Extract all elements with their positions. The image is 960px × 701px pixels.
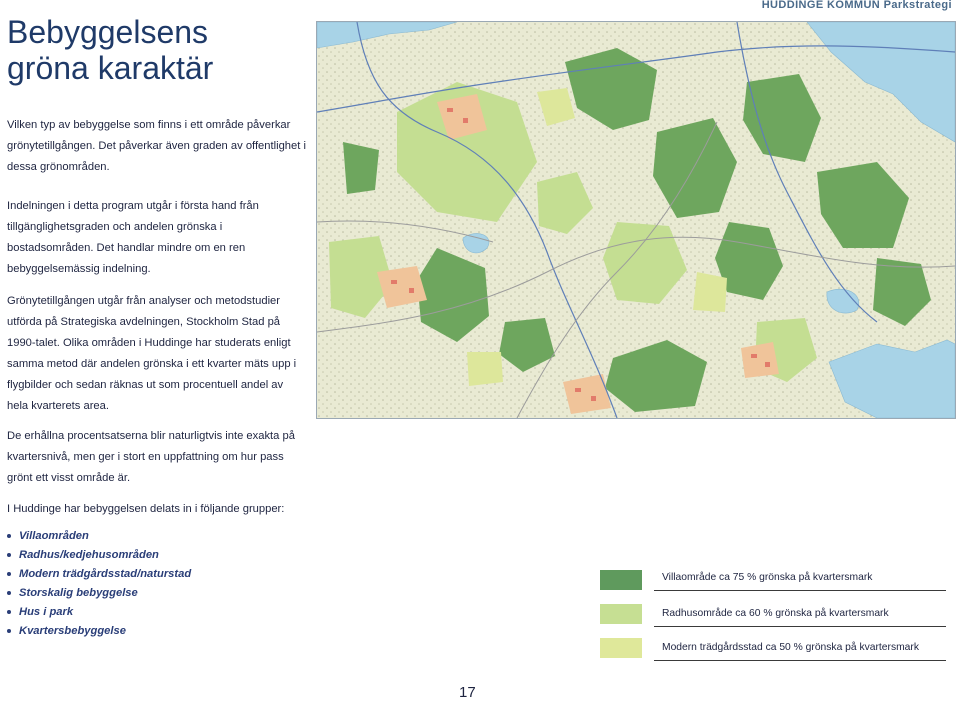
list-item (7, 603, 191, 622)
bullet-icon (7, 610, 11, 614)
list-item (7, 527, 191, 546)
title-line-2: gröna karaktär (7, 50, 214, 86)
legend-divider (654, 626, 946, 627)
paragraph-intro: Vilken typ av bebyggelse som finns i ett område påverkar grönytetillgången. Det påverkar även graden av offentlighet i dessa grönområden. (7, 119, 306, 173)
bullet-icon (7, 591, 11, 595)
group-list (7, 527, 191, 641)
bullet-icon (7, 629, 11, 633)
list-item-label: Radhus/kedjehusområden (19, 549, 159, 561)
list-item (7, 565, 191, 584)
list-item-label: Kvartersbebyggelse (19, 625, 126, 637)
legend-swatch-rowhouse (600, 604, 642, 624)
list-item (7, 622, 191, 641)
title-line-1: Bebyggelsens (7, 14, 209, 50)
paragraph-method: Grönytetillgången utgår från analyser och metodstudier utförda på Strategiska avdelningen, Stockholm Stad på 1990-talet. Olika områden i Huddinge har studerats enligt samma metod där andelen grönska i ett kvarter mäts upp i flygbilder och sedan räknas ut som procentuell andel av hela kvarterets area. (7, 295, 297, 412)
page-number: 17 (459, 684, 476, 701)
legend-swatch-gardencity (600, 638, 642, 658)
bullet-icon (7, 572, 11, 576)
list-item-label: Villaområden (19, 530, 89, 542)
green-character-map (316, 21, 956, 419)
bullet-icon (7, 553, 11, 557)
list-item (7, 546, 191, 565)
page-title (7, 14, 307, 86)
legend-divider (654, 660, 946, 661)
bullet-icon (7, 534, 11, 538)
legend-label-villa: Villaområde ca 75 % grönska på kvartersmark (662, 572, 873, 583)
legend-label-gardencity: Modern trädgårdsstad ca 50 % grönska på kvartersmark (662, 642, 919, 653)
legend-divider (654, 590, 946, 591)
header-brand: HUDDINGE KOMMUN Parkstrategi (761, 0, 952, 11)
legend-swatch-villa (600, 570, 642, 590)
list-item-label: Storskalig bebyggelse (19, 587, 138, 599)
list-item (7, 584, 191, 603)
list-item-label: Modern trädgårdsstad/naturstad (19, 568, 192, 580)
paragraph-percentages: De erhållna procentsatserna blir naturligtvis inte exakta på kvartersnivå, men ger i stort en uppfattning om hur pass grönt ett visst område är. (7, 430, 295, 484)
legend-label-rowhouse: Radhusområde ca 60 % grönska på kvartersmark (662, 608, 889, 619)
paragraph-groups-intro: I Huddinge har bebyggelsen delats in i följande grupper: (7, 503, 285, 515)
list-item-label: Hus i park (19, 606, 74, 618)
paragraph-indelning: Indelningen i detta program utgår i första hand från tillgänglighetsgraden och andelen grönska i bostadsområden. Det handlar mindre om en ren bebyggelsemässig indelning. (7, 200, 259, 275)
map-drawing (317, 22, 955, 418)
